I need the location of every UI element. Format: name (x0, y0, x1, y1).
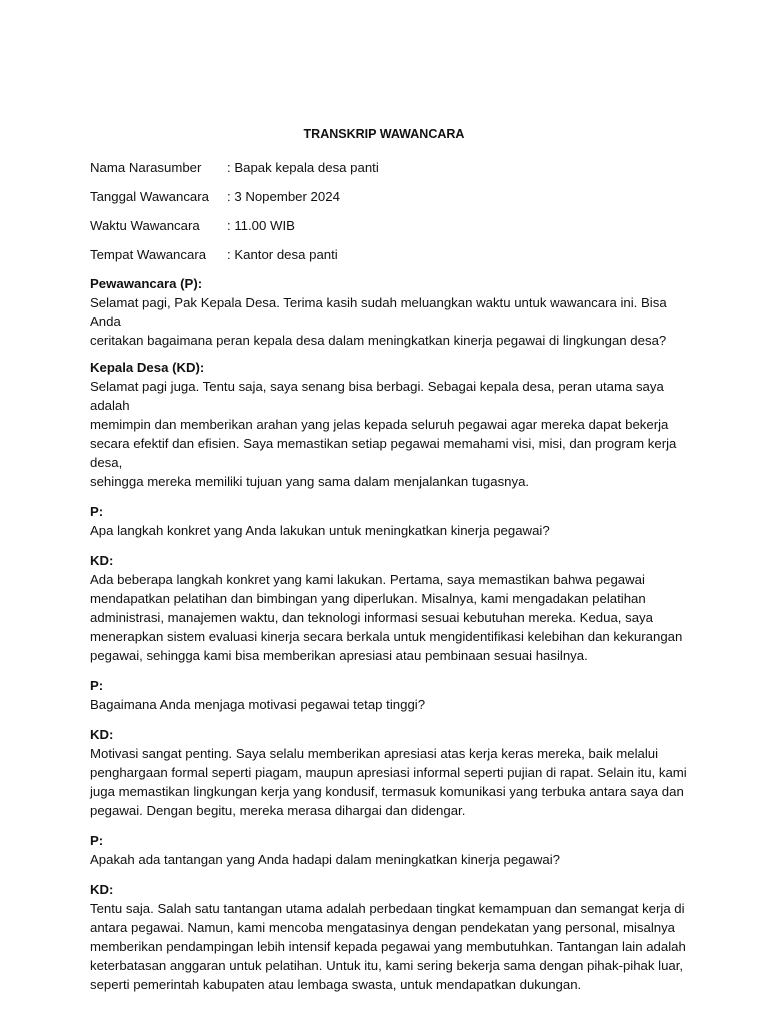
utterance-text: Tentu saja. Salah satu tantangan utama adalah perbedaan tingkat kemampuan dan semangat kerja di antara pegawai. Namun, kami mencoba mengatasinya dengan pendekatan yang personal, misalnya memberikan pendampingan lebih intensif kepada pegawai yang membutuhkan. Tantangan lain adalah keterbatasan anggaran untuk pelatihan. Untuk itu, kami sering bekerja sama dengan pihak-pihak luar, seperti pemerintah kabupaten atau lembaga swasta, untuk mendapatkan dukungan. (90, 901, 686, 992)
meta-label: Tanggal Wawancara (90, 189, 209, 204)
dialogue-turn (90, 551, 690, 665)
utterance-text: Selamat pagi, Pak Kepala Desa. Terima kasih sudah meluangkan waktu untuk wawancara ini. Bisa Anda ceritakan bagaimana peran kepala desa dalam meningkatkan kinerja pegawai di lingkungan desa? (90, 295, 667, 348)
meta-row-tempat (90, 245, 690, 264)
dialogue-turn (90, 676, 690, 714)
meta-row-waktu (90, 216, 690, 235)
utterance-text: Ada beberapa langkah konkret yang kami lakukan. Pertama, saya memastikan bahwa pegawai mendapatkan pelatihan dan bimbingan yang diperlukan. Misalnya, kami mengadakan pelatihan administrasi, manajemen waktu, dan teknologi informasi sesuai kebutuhan mereka. Kedua, saya menerapkan sistem evaluasi kinerja secara berkala untuk mengidentifikasi kelebihan dan kekurangan pegawai, sehingga kami bisa memberikan apresiasi atau pembinaan sesuai hasilnya. (90, 572, 683, 663)
meta-value: : Kantor desa panti (227, 247, 338, 262)
dialogue (90, 274, 690, 994)
utterance-text: Bagaimana Anda menjaga motivasi pegawai tetap tinggi? (90, 697, 426, 712)
meta-row-narasumber (90, 158, 690, 177)
utterance-text: Apakah ada tantangan yang Anda hadapi dalam meningkatkan kinerja pegawai? (90, 852, 560, 867)
meta-label: Tempat Wawancara (90, 247, 207, 262)
dialogue-turn (90, 880, 690, 994)
dialogue-turn (90, 831, 690, 869)
meta-value: : Bapak kepala desa panti (227, 160, 379, 175)
interview-metadata (90, 158, 690, 264)
dialogue-turn (90, 274, 690, 350)
utterance-text: Motivasi sangat penting. Saya selalu memberikan apresiasi atas kerja keras mereka, baik melalui penghargaan formal seperti piagam, maupun apresiasi informal seperti pujian di rapat. Selain itu, kami juga memastikan lingkungan kerja yang kondusif, termasuk komunikasi yang terbuka antara saya dan pegawai. Dengan begitu, mereka merasa dihargai dan didengar. (90, 746, 687, 818)
meta-value: : 11.00 WIB (227, 218, 295, 233)
speaker-label: KD: (90, 882, 114, 897)
speaker-label: Pewawancara (P): (90, 276, 203, 291)
meta-label: Nama Narasumber (90, 160, 202, 175)
document-title: TRANSKRIP WAWANCARA (303, 127, 465, 141)
speaker-label: P: (90, 833, 104, 848)
meta-row-tanggal (90, 187, 690, 206)
speaker-label: KD: (90, 553, 114, 568)
speaker-label: Kepala Desa (KD): (90, 360, 205, 375)
dialogue-turn (90, 502, 690, 540)
document-content (90, 125, 690, 994)
utterance-text: Apa langkah konkret yang Anda lakukan untuk meningkatkan kinerja pegawai? (90, 523, 550, 538)
meta-label: Waktu Wawancara (90, 218, 200, 233)
speaker-label: KD: (90, 727, 114, 742)
dialogue-turn (90, 358, 690, 491)
dialogue-turn (90, 725, 690, 820)
speaker-label: P: (90, 678, 104, 693)
speaker-label: P: (90, 504, 104, 519)
utterance-text: Selamat pagi juga. Tentu saja, saya senang bisa berbagi. Sebagai kepala desa, peran utama saya adalah memimpin dan memberikan arahan yang jelas kepada seluruh pegawai agar mereka dapat bekerja secara efektif dan efisien. Saya memastikan setiap pegawai memahami visi, misi, dan program kerja desa, sehingga mereka memiliki tujuan yang sama dalam menjalankan tugasnya. (90, 379, 677, 489)
meta-value: : 3 Nopember 2024 (227, 189, 340, 204)
